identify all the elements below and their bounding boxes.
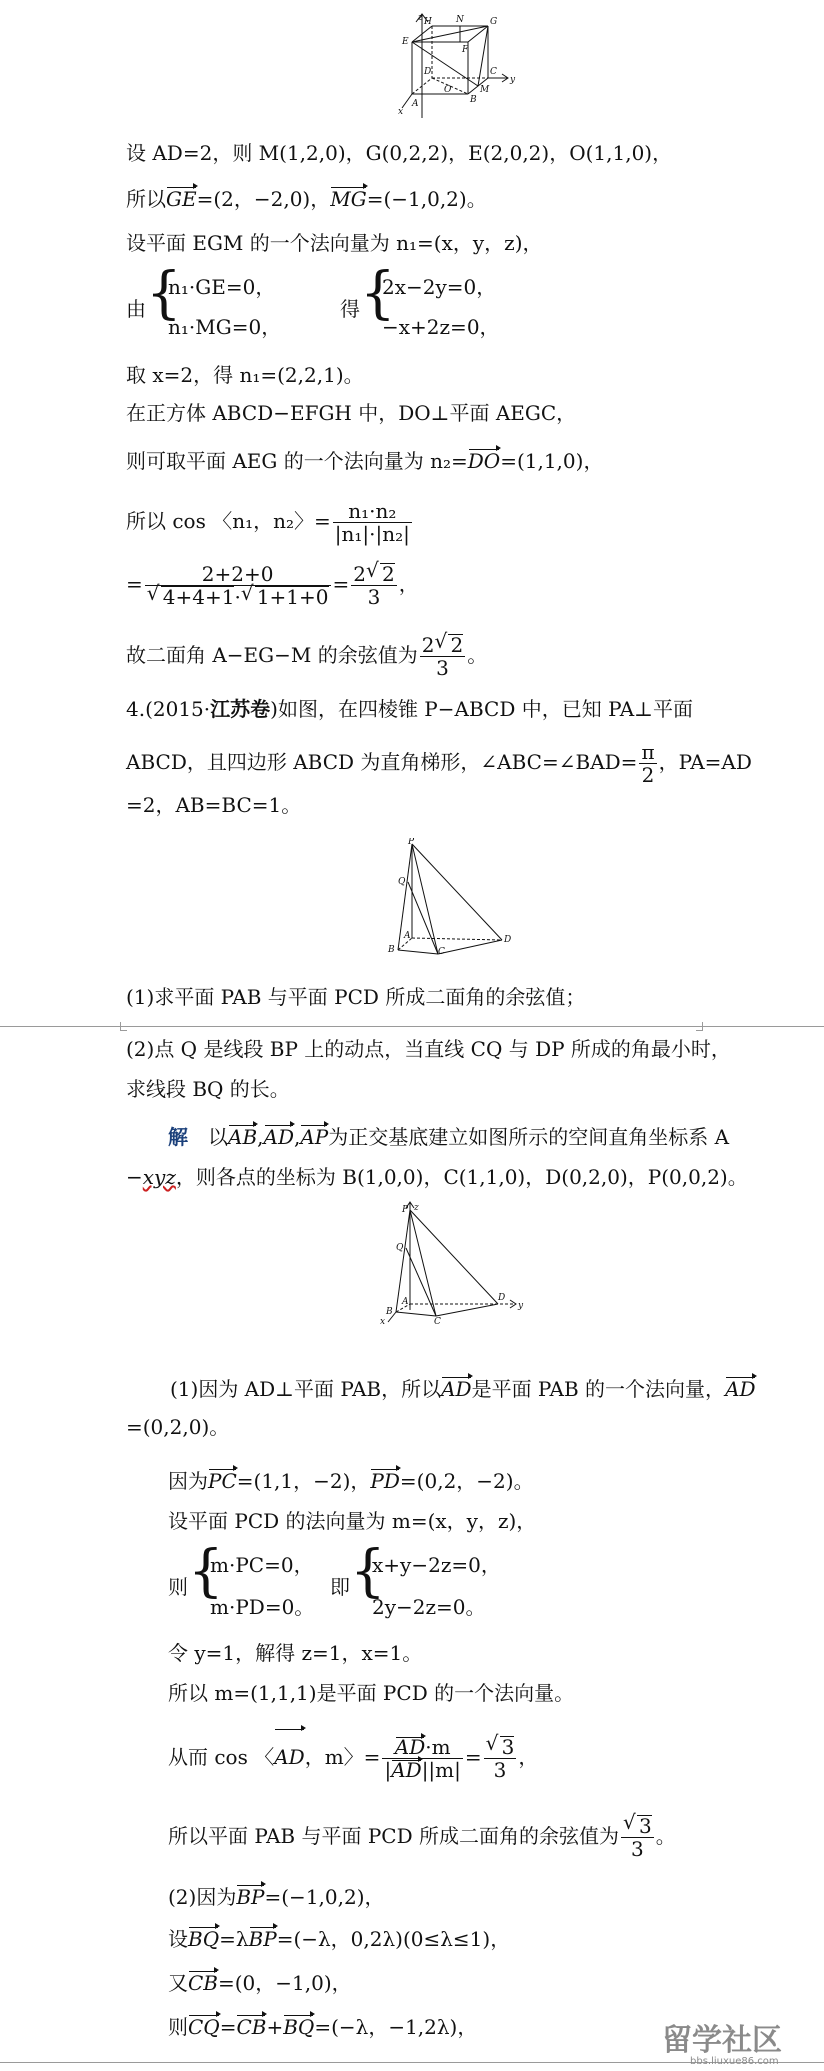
text-span: =(0，−1,0)， xyxy=(218,1971,352,1995)
label-y: y xyxy=(518,1301,524,1311)
fraction-denominator: |n₁|·|n₂| xyxy=(334,522,410,546)
label-Q: Q xyxy=(396,1243,404,1253)
vector-GE: GE xyxy=(166,187,197,211)
label-Q: Q xyxy=(398,877,406,887)
text-line-27 xyxy=(168,1808,676,1864)
text-line-12 xyxy=(126,738,752,786)
text-span: =(−λ，−1,2λ)， xyxy=(314,2015,478,2039)
text-line-3: 设平面 EGM 的一个法向量为 n₁=(x，y，z)， xyxy=(126,231,543,255)
label-D: D xyxy=(498,1293,506,1303)
vector-AD: AD xyxy=(391,1758,422,1782)
label-z: z xyxy=(414,1203,419,1213)
text-line-26 xyxy=(168,1728,538,1786)
text-span: + xyxy=(266,2015,284,2039)
vector-BQ: BQ xyxy=(188,1927,220,1951)
text-line-18 xyxy=(126,1164,748,1190)
text-span: 则可取平面 AEG 的一个法向量为 n₂= xyxy=(126,449,468,473)
text-span: ABCD，且四边形 ABCD 为直角梯形，∠ABC=∠BAD= xyxy=(126,750,638,774)
fraction-denominator: 2 xyxy=(641,763,655,787)
text-line-28 xyxy=(168,1884,385,1910)
label-D: D xyxy=(424,67,432,77)
vector-BP: BP xyxy=(248,1927,277,1951)
sqrt: √ 4+4+1 xyxy=(161,586,235,607)
solution-label: 解 xyxy=(168,1125,188,1149)
fraction xyxy=(621,1815,654,1860)
label-C: C xyxy=(438,947,445,956)
fraction-numerator xyxy=(621,1815,654,1838)
vector-CB: CB xyxy=(188,1971,218,1995)
text-span: 。 xyxy=(655,1824,676,1848)
label-O: O xyxy=(444,85,452,95)
left-brace: { xyxy=(188,1539,224,1604)
vector-CQ: CQ xyxy=(188,2015,220,2039)
text-you: 由 xyxy=(126,297,146,321)
vector-AD: AD xyxy=(263,1125,294,1149)
text-line-21 xyxy=(168,1468,534,1494)
system1-eq2: n₁·MG=0， xyxy=(168,315,282,339)
label-P: P xyxy=(402,1205,409,1215)
vector-AB: AB xyxy=(228,1125,258,1149)
text-span: ，m〉= xyxy=(304,1745,381,1769)
text-span: 故二面角 A−EG−M 的余弦值为 xyxy=(126,643,418,667)
text-span: ， xyxy=(398,572,419,596)
text-span: =(2，−2,0)， xyxy=(196,187,331,211)
vector-PD: PD xyxy=(370,1469,400,1493)
page-break xyxy=(0,1022,824,1032)
vector-AD: AD xyxy=(725,1377,756,1401)
text-line-22: 设平面 PCD 的法向量为 m=(x，y，z)， xyxy=(168,1509,537,1533)
text-line-29 xyxy=(168,1926,510,1952)
label-A: A xyxy=(412,99,419,109)
text-line-10 xyxy=(126,630,487,680)
vector-AP: AP xyxy=(300,1125,329,1149)
label-F: F xyxy=(462,45,469,55)
site-watermark xyxy=(660,2018,820,2068)
label-x: x xyxy=(380,1317,386,1324)
label-y: y xyxy=(510,75,516,85)
text-span: 所以 xyxy=(126,187,166,211)
label-C: C xyxy=(490,67,497,77)
text-line-11 xyxy=(126,696,693,722)
text-ji: 即 xyxy=(330,1575,350,1599)
fraction-denominator: 3 xyxy=(493,1758,507,1782)
vector-MG: MG xyxy=(330,187,367,211)
vector-PC: PC xyxy=(208,1469,237,1493)
text-span: ||m| xyxy=(421,1758,461,1782)
text-span: = xyxy=(464,1745,482,1769)
fraction-numerator xyxy=(351,563,396,586)
label-G: G xyxy=(490,17,498,27)
text-span: 2 xyxy=(353,562,367,586)
pyramid-figure-1 xyxy=(384,838,524,956)
system2-res1: x+y−2z=0， xyxy=(372,1553,501,1577)
text-de: 得 xyxy=(340,297,360,321)
fraction-numerator xyxy=(420,634,465,657)
fraction-numerator: π xyxy=(641,740,655,764)
text-line-2 xyxy=(126,186,487,212)
text-span: =(−1,0,2)。 xyxy=(366,187,487,211)
sqrt: √ 3 xyxy=(500,1736,515,1757)
text-span: | xyxy=(384,1758,392,1782)
text-line-17 xyxy=(168,1124,729,1150)
watermark-sub: bbs.liuxue86.com xyxy=(690,2056,779,2067)
text-line-6: 在正方体 ABCD−EFGH 中，DO⊥平面 AEGC， xyxy=(126,401,577,425)
text-span: , xyxy=(293,1125,301,1149)
vector-CB: CB xyxy=(236,2015,267,2039)
label-C: C xyxy=(434,1317,441,1324)
text-span: )如图，在四棱锥 P−ABCD 中，已知 PA⊥平面 xyxy=(270,697,693,721)
text-span: ，PA=AD xyxy=(658,750,752,774)
text-line-20: =(0,2,0)。 xyxy=(126,1415,230,1439)
vector-AD: AD xyxy=(394,1735,426,1759)
text-span: 又 xyxy=(168,1971,188,1995)
label-B: B xyxy=(470,95,477,105)
system2-res2: 2y−2z=0。 xyxy=(372,1595,486,1619)
text-line-31 xyxy=(168,2014,477,2040)
text-span: =(−λ，0,2λ)(0≤λ≤1)， xyxy=(276,1927,511,1951)
text-span: =(0,2，−2)。 xyxy=(399,1469,534,1493)
left-brace: { xyxy=(146,261,182,326)
text-span: 设 xyxy=(168,1927,188,1951)
text-line-13: =2，AB=BC=1。 xyxy=(126,793,302,817)
text-line-16: 求线段 BQ 的长。 xyxy=(126,1077,290,1101)
label-x: x xyxy=(398,107,404,117)
vector-BQ: BQ xyxy=(283,2015,315,2039)
fraction-numerator: 2+2+0 xyxy=(145,563,331,586)
system1-res2: −x+2z=0， xyxy=(382,315,500,339)
text-span: 所以平面 PAB 与平面 PCD 所成二面角的余弦值为 xyxy=(168,1824,619,1848)
text-span: ， xyxy=(518,1745,539,1769)
fraction-denominator xyxy=(382,1759,462,1781)
source-bold: 江苏卷 xyxy=(210,697,271,721)
text-span: 以 xyxy=(188,1125,228,1149)
text-line-9 xyxy=(126,556,419,612)
label-A: A xyxy=(404,931,411,941)
text-span: =λ xyxy=(219,1927,249,1951)
fraction xyxy=(382,1736,462,1781)
sqrt: √ 1+1+0 xyxy=(255,586,329,607)
text-line-15: (2)点 Q 是线段 BP 上的动点，当直线 CQ 与 DP 所成的角最小时， xyxy=(126,1037,731,1061)
text-line-19 xyxy=(170,1376,756,1402)
fraction xyxy=(484,1736,517,1781)
fraction-denominator: 3 xyxy=(631,1837,644,1861)
vector-AD: AD xyxy=(441,1377,472,1401)
text-span: 是平面 PAB 的一个法向量， xyxy=(471,1377,726,1401)
fraction-numerator xyxy=(484,1736,517,1759)
vector-DO: DO xyxy=(467,449,501,473)
text-line-5: 取 x=2，得 n₁=(2,2,1)。 xyxy=(126,363,364,387)
text-span: =(1,1，−2)， xyxy=(236,1469,371,1493)
cube-figure xyxy=(398,8,528,126)
label-H: H xyxy=(424,17,432,27)
text-span: · xyxy=(234,585,241,609)
text-line-30 xyxy=(168,1970,352,1996)
system1-eq1: n₁·GE=0， xyxy=(168,275,276,299)
label-D: D xyxy=(504,935,512,945)
system1-res1: 2x−2y=0， xyxy=(382,275,497,299)
text-span: 所以 cos 〈n₁，n₂〉= xyxy=(126,509,331,533)
label-B: B xyxy=(388,945,395,955)
left-brace: { xyxy=(360,261,396,326)
text-span: ，则各点的坐标为 B(1,0,0)，C(1,1,0)，D(0,2,0)，P(0,0,2)。 xyxy=(175,1165,748,1189)
text-line-24: 令 y=1，解得 z=1，x=1。 xyxy=(168,1641,423,1665)
label-B: B xyxy=(386,1307,393,1317)
fraction xyxy=(333,500,412,545)
text-span: ·m xyxy=(425,1735,451,1759)
system2-eq2: m·PD=0。 xyxy=(210,1595,315,1619)
vector-BP: BP xyxy=(236,1885,265,1909)
text-span: 为正交基底建立如图所示的空间直角坐标系 A xyxy=(328,1125,730,1149)
label-z: z xyxy=(418,13,423,23)
text-span: =(−1,0,2)， xyxy=(264,1885,385,1909)
text-ze: 则 xyxy=(168,1575,188,1599)
text-span: 因为 xyxy=(168,1469,208,1493)
fraction xyxy=(145,563,331,608)
text-line-8 xyxy=(126,496,414,546)
page-break-tick-right xyxy=(696,1022,703,1031)
fraction xyxy=(351,563,396,608)
system2-eq1: m·PC=0， xyxy=(210,1553,314,1577)
text-line-25: 所以 m=(1,1,1)是平面 PCD 的一个法向量。 xyxy=(168,1681,575,1705)
fraction-denominator xyxy=(145,586,331,608)
text-span: = xyxy=(219,2015,237,2039)
fraction xyxy=(420,634,465,679)
vector-AD: AD xyxy=(274,1728,304,1786)
label-E: E xyxy=(402,37,409,47)
text-span: (1)因为 AD⊥平面 PAB，所以 xyxy=(170,1377,442,1401)
text-span: = xyxy=(126,572,143,596)
left-brace: { xyxy=(350,1539,386,1604)
fraction-denominator: 3 xyxy=(436,656,449,680)
sqrt: √ 2 xyxy=(380,563,395,584)
label-N: N xyxy=(456,15,464,25)
watermark-main: 留学社区 xyxy=(662,2023,782,2058)
fraction-denominator: 3 xyxy=(367,585,381,609)
text-line-14: (1)求平面 PAB 与平面 PCD 所成二面角的余弦值； xyxy=(126,985,586,1009)
text-span: = xyxy=(332,572,350,596)
text-span: , xyxy=(257,1125,264,1149)
label-P: P xyxy=(408,838,415,847)
text-line-1: 设 AD=2，则 M(1,2,0)，G(0,2,2)，E(2,0,2)，O(1,1,0)， xyxy=(126,141,673,165)
text-span: 4.(2015· xyxy=(126,697,211,721)
text-span: =(1,1,0)， xyxy=(500,449,604,473)
sqrt: √ 2 xyxy=(448,634,463,655)
page-break-tick-left xyxy=(120,1022,127,1031)
fraction xyxy=(639,741,656,786)
pyramid-figure-2 xyxy=(376,1200,526,1324)
text-span: 。 xyxy=(467,643,488,667)
text-span: 2 xyxy=(421,633,435,657)
text-xyz: xyz xyxy=(142,1165,176,1189)
fraction-numerator: n₁·n₂ xyxy=(333,500,412,523)
text-line-7 xyxy=(126,448,603,474)
label-M: M xyxy=(480,85,490,95)
text-span: (2)因为 xyxy=(168,1885,237,1909)
sqrt: √ 3 xyxy=(637,1815,652,1836)
label-A: A xyxy=(402,1297,409,1307)
text-span: 从而 cos 〈 xyxy=(168,1745,275,1769)
text-span: 则 xyxy=(168,2015,188,2039)
text-span: − xyxy=(126,1165,143,1189)
